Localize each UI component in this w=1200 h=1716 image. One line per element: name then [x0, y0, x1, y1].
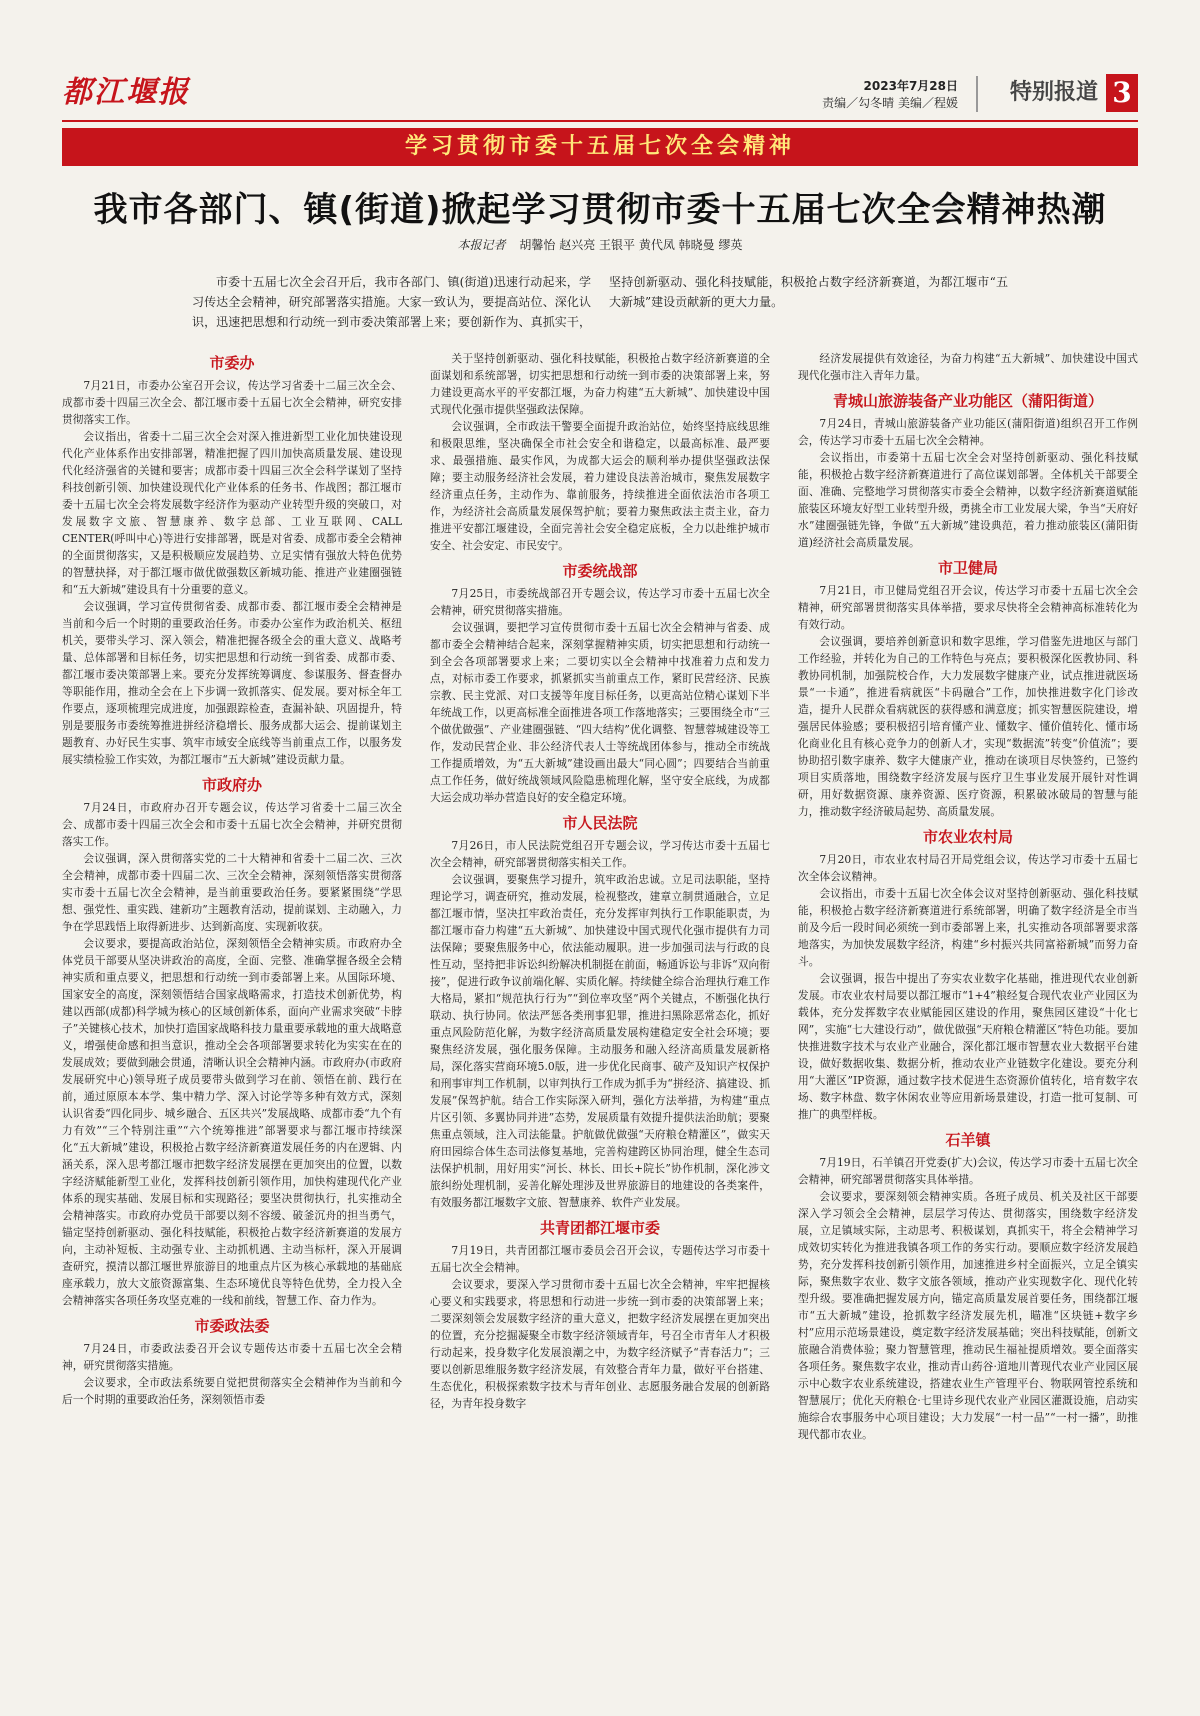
body-paragraph: 7月19日，石羊镇召开党委(扩大)会议，传达学习市委十五届七次全会精神，研究部署贯彻落实具体举措。 — [798, 1156, 1138, 1186]
lead-paragraph: 市委十五届七次全会召开后，我市各部门、镇(街道)迅速行动起来，学习传达全会精神，研究部署落实措施。大家一致认为，要提高站位、深化认识，迅速把思想和行动统一到市委决策部署上来；要创新作为、真抓实干，坚持创新驱动、强化科技赋能，积极抢占数字经济新赛道，为都江堰市“五大新城”建设贡献新的更大力量。 — [192, 275, 1008, 329]
body-paragraph: 会议强调，报告中提出了夯实农业数字化基础，推进现代农业创新发展。市农业农村局要以都江堰市“1+4”粮经复合现代农业产业园区为载体，充分发挥数字农业赋能园区建设的作用，聚焦园区建设“十化七网”，实施“七大建设行动”，做优做强“天府粮仓精灌区”特色功能。要加快推进数字技术与农业产业融合，深化都江堰市智慧农业大数据平台建设，做好数据收集、数据分析，推动农业产业链数字化建设。要充分利用“大灌区”IP资源，通过数字技术促进生态资源价值转化，培育数字农场、数字林盘、数字休闲农业等应用新场景建设，打造一批可复制、可推广的典型样板。 — [798, 972, 1138, 1121]
section-heading: 共青团都江堰市委 — [539, 1219, 660, 1237]
article-column-3 — [798, 350, 1138, 1690]
body-paragraph: 会议强调，要聚焦学习提升，筑牢政治忠诚。立足司法职能，坚持理论学习，调查研究，推动发展，检视整改，建章立制贯通融合，立足都江堰市情，坚决扛牢政治责任，充分发挥审判执行工作职能职责，为都江堰市奋力构建“五大新城”、加快建设中国式现代化强市提供有力司法保障；要聚焦服务中心，依法能动履职。进一步加强司法与行政的良性互动，坚持把非诉讼纠纷解决机制挺在前面，畅通诉讼与非诉“双向衔接”，促进行政争议前端化解、实质化解。持续健全综合治理执行难工作大格局，紧扣“规范执行行为”“到位率攻坚”两个关键点，不断强化执行联动、执行协同。依法严惩各类刑事犯罪，推进扫黑除恶常态化，抓好重点风险防范化解，为数字经济高质量发展构建稳定安全社会环境；要聚焦经济发展，强化服务保障。主动服务和融入经济高质量发展新格局，深化落实营商环境5.0版，进一步优化民商事、破产及知识产权保护和刑事审判工作机制，以审判执行工作成为抓手为“拼经济、搞建设、抓发展”保驾护航。结合工作实际深入研判，强化方法举措，为构建“重点片区引领、多翼协同并进”态势，发展质量有效提升提供法治助航；要聚焦重点领域，注入司法能量。护航做优做强“天府粮仓精灌区”，做实天府田园综合体生态司法修复基地，完善构建跨区协同治理，健全生态司法保护机制，用好用实“河长、林长、田长+院长”协作机制，深化涉文旅纠纷处理机制，妥善化解处理涉及世界旅游目的地建设的各类案件，有效服务都江堰数字文旅、智慧康养、软件产业发展。 — [430, 873, 770, 1209]
headline: 我市各部门、镇(街道)掀起学习贯彻市委十五届七次全会精神热潮 — [93, 190, 1107, 230]
section-heading: 市人民法院 — [562, 814, 638, 832]
dateline — [822, 78, 958, 112]
body-paragraph: 7月24日，青城山旅游装备产业功能区(蒲阳街道)组织召开工作例会，传达学习市委十五届七次全会精神。 — [798, 417, 1138, 447]
byline — [62, 236, 1138, 253]
newspaper-logo: 都江堰报 — [62, 75, 190, 110]
masthead-divider — [976, 76, 978, 112]
masthead-rule — [62, 120, 1138, 122]
section-heading: 青城山旅游装备产业功能区（蒲阳街道） — [832, 392, 1103, 410]
article-section — [62, 352, 402, 768]
byline-names: 胡馨怡 赵兴亮 王银平 黄代凤 韩晓曼 缪英 — [519, 238, 743, 252]
body-paragraph: 会议要求，要提高政治站位，深刻领悟全会精神实质。市政府办全体党员干部要从坚决讲政治的高度，全面、完整、准确掌握各级全会精神实质和重点要义，把思想和行动统一到市委部署上来。从国际环境、国家安全的高度，深刻领悟结合国家战略需求，打造技术创新优势，构建以西部(成都)科学城为核心的区域创新体系，面向产业需求突破“卡脖子”关键核心技术，加快打造国家战略科技力量重要承载地的重大战略意义，增强使命感和担当意识，推动全会各项部署要求转化为实实在在的发展成效；要做到融会贯通，清晰认识全会精神内涵。市政府办(市政府发展研究中心)领导班子成员要带头做到学习在前、领悟在前、践行在前，通过原原本本学、集中精力学、深入讨论学等多种有效方式，深刻认识省委“四化同步、城乡融合、五区共兴”发展战略、成都市委“九个有力有效”“三个特别注重”“六个统筹推进”部署要求与都江堰市持续深化“五大新城”建设，积极抢占数字经济新赛道发展任务的内在逻辑、内涵关系，深入思考都江堰市把数字经济发展摆在更加突出的位置，以数字经济赋能新型工业化，发挥科技创新引领作用，加快构建现代化产业体系的现实基础、发展目标和实现路径；要坚决贯彻执行，扎实推动全会精神落实。市政府办党员干部要以刻不容缓、破釜沉舟的担当勇气，锚定坚持创新驱动、强化科技赋能，积极抢占数字经济新赛道的发展方向，主动补短板、主动强专业、主动抓机遇、主动当标杆，深入开展调查研究，摸清以都江堰世界旅游目的地重点片区为核心承载地的基础底座承载力，放大文旅资源富集、生态环境优良等特色优势，全力投入全会精神落实各项任务攻坚克难的一线和前线，智慧工作、奋力作为。 — [62, 937, 402, 1307]
section-heading: 市委政法委 — [194, 1317, 270, 1335]
article-section — [430, 812, 770, 1211]
body-paragraph: 会议强调，要培养创新意识和数字思维，学习借鉴先进地区与部门工作经验，并转化为自己的工作特色与亮点；要积极深化医教协同、科教协同机制，加强院校合作，大力发展数字健康产业，试点推进就医场景“一卡通”，推进看病就医“卡码融合”工作，加快推进数字化门诊改造，提升人民群众看病就医的获得感和满意度；抓实智慧医院建设，增强居民体验感；要积极招引培育懂产业、懂数字、懂价值转化、懂市场化商业化且有核心竞争力的创新人才，实现“数据流”转变“价值流”；要协助招引数字康养、数字大健康产业，推动在谈项目尽快签约，已签约项目实质落地，围绕数字经济发展与医疗卫生事业发展开展针对性调研，用好数据资源、康养资源、医疗资源，积累破冰破局的智慧与能力，推动数字经济破局起势、高质量发展。 — [798, 635, 1138, 818]
page-number: 3 — [1106, 74, 1138, 112]
article-section — [798, 390, 1138, 551]
section-heading: 市农业农村局 — [922, 828, 1013, 846]
body-paragraph: 会议指出，省委十二届三次全会对深入推进新型工业化加快建设现代化产业体系作出安排部署，精准把握了四川加快高质量发展、建设现代化经济强省的关键和要害；成都市委十四届三次全会科学谋划了坚持科技创新引领、加快建设现代化产业体系的任务书、作战图；都江堰市委十五届七次全会将发展数字经济作为驱动产业转型升级的突破口，对发展数字文旅、智慧康养、数字总部、工业互联网、CALL CENTER(呼叫中心)等进行安排部署，既是对省委、成都市委全会精神的全面贯彻落实，又是积极顺应发展趋势、立足实情有强放大特色优势的智慧抉择，对于都江堰市做优做强数区新城功能、推进产业建圈强链和“五大新城”建设具有十分重要的意义。 — [62, 430, 402, 596]
body-paragraph: 7月25日，市委统战部召开专题会议，传达学习市委十五届七次全会精神，研究贯彻落实措施。 — [430, 587, 770, 617]
body-paragraph: 会议指出，市委第十五届七次全会对坚持创新驱动、强化科技赋能，积极抢占数字经济新赛道进行了高位谋划部署。全体机关干部要全面、准确、完整地学习贯彻落实市委全会精神，以数字经济新赛道赋能旅装区环境友好型工业转型升级，勇挑全市工业发展大梁，争当“天府好水”建圈强链先锋，争做“五大新城”建设典范，着力推动旅装区(蒲阳街道)经济社会高质量发展。 — [798, 451, 1138, 549]
article-section — [798, 1129, 1138, 1443]
body-paragraph: 7月20日，市农业农村局召开局党组会议，传达学习市委十五届七次全体会议精神。 — [798, 853, 1138, 883]
body-paragraph: 7月26日，市人民法院党组召开专题会议，学习传达市委十五届七次全会精神，研究部署贯彻落实相关工作。 — [430, 839, 770, 869]
article-section — [62, 774, 402, 1309]
article-section — [430, 1217, 770, 1412]
body-paragraph: 会议强调，要把学习宣传贯彻市委十五届七次全会精神与省委、成都市委全会精神结合起来，深刻掌握精神实质，切实把思想和行动统一到全会各项部署要求上来；二要切实以全会精神中找准着力点和发力点，对标市委工作要求，抓紧抓实当前重点工作，紧盯民营经济、民族宗教、民主党派、对口支援等年度目标任务，以更高站位精心谋划下半年统战工作，以更高标准全面推进各项工作落地落实；三要围绕全市“三个做优做强”、产业建圈强链、“四大结构”优化调整、智慧蓉城建设等工作，发动民营企业、非公经济代表人士等统战团体参与，推动全市统战工作提质增效，为“五大新城”建设画出最大“同心圆”；四要结合当前重点工作任务，做好统战领域风险隐患梳理化解，坚守安全底线，为成都大运会成功举办营造良好的安全稳定环境。 — [430, 621, 770, 804]
body-paragraph: 会议强调，深入贯彻落实党的二十大精神和省委十二届二次、三次全会精神，成都市委十四届二次、三次全会精神，深刻领悟落实贯彻落实市委十五届七次全会精神，是当前重要政治任务。要紧紧围绕“学思想、强党性、重实践、建新功”主题教育活动，提前谋划、主动融入，力争在学思践悟上取得新进步、达到新高度、实现新收获。 — [62, 852, 402, 933]
article-section — [798, 557, 1138, 820]
masthead — [62, 74, 1138, 118]
body-paragraph: 7月21日，市卫健局党组召开会议，传达学习市委十五届七次全会精神，研究部署贯彻落实具体举措，要求尽快将全会精神高标准转化为有效行动。 — [798, 584, 1138, 631]
body-paragraph: 会议要求，要深刻领会精神实质。各班子成员、机关及社区干部要深入学习领会全会精神，层层学习传达、贯彻落实，围绕数字经济发展，立足镇域实际，主动思考、积极谋划，真抓实干，将全会精神学习成效切实转化为推进我镇各项工作的务实行动。要顺应数字经济发展趋势，充分发挥科技创新引领作用，加速推进乡村全面振兴，立足全镇实际，聚焦数字农业、数字文旅各领域，推动产业实现数字化、现代化转型升级。要准确把握发展方向，锚定高质量发展首要任务，围绕都江堰市“五大新城”建设，抢抓数字经济发展先机，瞄准“区块链+数字乡村”应用示范场景建设，奠定数字经济发展基础；突出科技赋能，创新文旅融合消费体验；聚力智慧管理，推动民生福祉提质增效。要全面落实各项任务。聚焦数字农业，推动青山药谷·道地川菁现代农业产业园区展示中心数字农业系统建设，搭建农业生产管理平台、物联网管控系统和智慧展厅；优化天府粮仓·七里诗乡现代农业产业园区灌溉设施，启动实施综合农事服务中心项目建设；大力发展“一村一品”“一村一播”，助推现代都市农业。 — [798, 1190, 1138, 1441]
body-paragraph: 关于坚持创新驱动、强化科技赋能，积极抢占数字经济新赛道的全面谋划和系统部署，切实把思想和行动统一到市委的决策部署上来，努力建设更高水平的平安都江堰，为奋力构建“五大新城”、加快建设中国式现代化强市提供坚强政法保障。 — [430, 352, 770, 416]
body-paragraph: 7月21日，市委办公室召开会议，传达学习省委十二届三次全会、成都市委十四届三次全会、都江堰市委十五届七次全会精神，研究安排贯彻落实工作。 — [62, 379, 402, 426]
section-heading: 市委办 — [209, 354, 255, 372]
body-paragraph: 7月24日，市政府办召开专题会议，传达学习省委十二届三次全会、成都市委十四届三次全会和市委十五届七次全会精神，并研究贯彻落实工作。 — [62, 801, 402, 848]
article-section — [430, 560, 770, 806]
section-name: 特别报道 — [1009, 80, 1098, 105]
body-paragraph: 会议强调，学习宣传贯彻省委、成都市委、都江堰市委全会精神是当前和今后一个时期的重要政治任务。市委办公室作为政治机关、枢纽机关，要带头学习、深入领会，精准把握各级全会的重大意义、战略考量、总体部署和目标任务，切实把思想和行动统一到省委、成都市委、都江堰市委决策部署上来。要充分发挥统筹调度、参谋服务、督查督办等职能作用，推动全会在上下步调一致抓落实、促发展。要对标全年工作要点，逐项梳理完成进度，加强跟踪检查，查漏补缺、巩固提升，特别是要服务市委统筹推进拼经济稳增长、服务成都大运会、提前谋划主题教育、办好民生实事、筑牢市域安全底线等当前重点工作，以服务发展实绩检验工作实效，为都江堰市“五大新城”建设贡献力量。 — [62, 600, 402, 766]
body-paragraph: 经济发展提供有效途径，为奋力构建“五大新城”、加快建设中国式现代化强市注入青年力量。 — [798, 352, 1138, 382]
article-section — [798, 350, 1138, 384]
section-heading: 市政府办 — [201, 776, 262, 794]
body-paragraph: 7月19日，共青团都江堰市委员会召开会议，专题传达学习市委十五届七次全会精神。 — [430, 1244, 770, 1274]
issue-date: 2023年7月28日 — [863, 79, 958, 93]
editors-credit: 责编／勾冬晴 美编／程媛 — [822, 96, 958, 110]
section-heading: 石羊镇 — [945, 1131, 991, 1149]
article-section — [62, 1315, 402, 1408]
article-column-2 — [430, 350, 770, 1690]
body-paragraph: 会议要求，全市政法系统要自觉把贯彻落实全会精神作为当前和今后一个时期的重要政治任务，深刻领悟市委 — [62, 1376, 402, 1406]
article-section — [430, 350, 770, 554]
section-heading: 市委统战部 — [562, 562, 638, 580]
article-column-1 — [62, 350, 402, 1690]
body-paragraph: 会议强调，全市政法干警要全面提升政治站位，始终坚持底线思维和极限思维，坚决确保全市社会安全和谐稳定，以最高标准、最严要求、最强措施、最实作风，为成都大运会的顺利举办提供坚强政法保障；要主动服务经济社会发展，着力建设良法善治城市，聚焦发展数字经济重点任务，主动作为、靠前服务，持续推进全面依法治市各项工作，为经济社会高质量发展保驾护航；要着力聚焦政法主责主业，奋力推进平安都江堰建设，全面完善社会安全稳定底板，全力以赴维护城市安全、社会安定、市民安宁。 — [430, 420, 770, 552]
section-heading: 市卫健局 — [937, 559, 998, 577]
body-paragraph: 会议指出，市委十五届七次全体会议对坚持创新驱动、强化科技赋能，积极抢占数字经济新赛道进行系统部署，明确了数字经济是全市当前及今后一段时间必须统一到市委部署上来，扎实推动各项部署要求落地落实，为加快发展数字经济，构建“乡村振兴共同富裕新城”而努力奋斗。 — [798, 887, 1138, 968]
byline-label: 本报记者 — [457, 238, 506, 252]
body-paragraph: 会议要求，要深入学习贯彻市委十五届七次全会精神，牢牢把握核心要义和实践要求，将思想和行动进一步统一到市委的决策部署上来；二要深刻领会发展数字经济的重大意义，把数字经济发展摆在更加突出的位置，充分挖掘凝聚全市数字经济领域青年，号召全市青年人才积极行动起来，投身数字化发展浪潮之中，为数字经济赋予“青春活力”；三要以创新思维服务数字经济发展，有效整合青年力量，做好平台搭建、生态优化，积极探索数字技术与青年创业、志愿服务融合发展的创新路径，为青年投身数字 — [430, 1278, 770, 1410]
topic-banner: 学习贯彻市委十五届七次全会精神 — [62, 128, 1138, 166]
article-section — [798, 826, 1138, 1123]
body-paragraph: 7月24日，市委政法委召开会议专题传达市委十五届七次全会精神，研究贯彻落实措施。 — [62, 1342, 402, 1372]
